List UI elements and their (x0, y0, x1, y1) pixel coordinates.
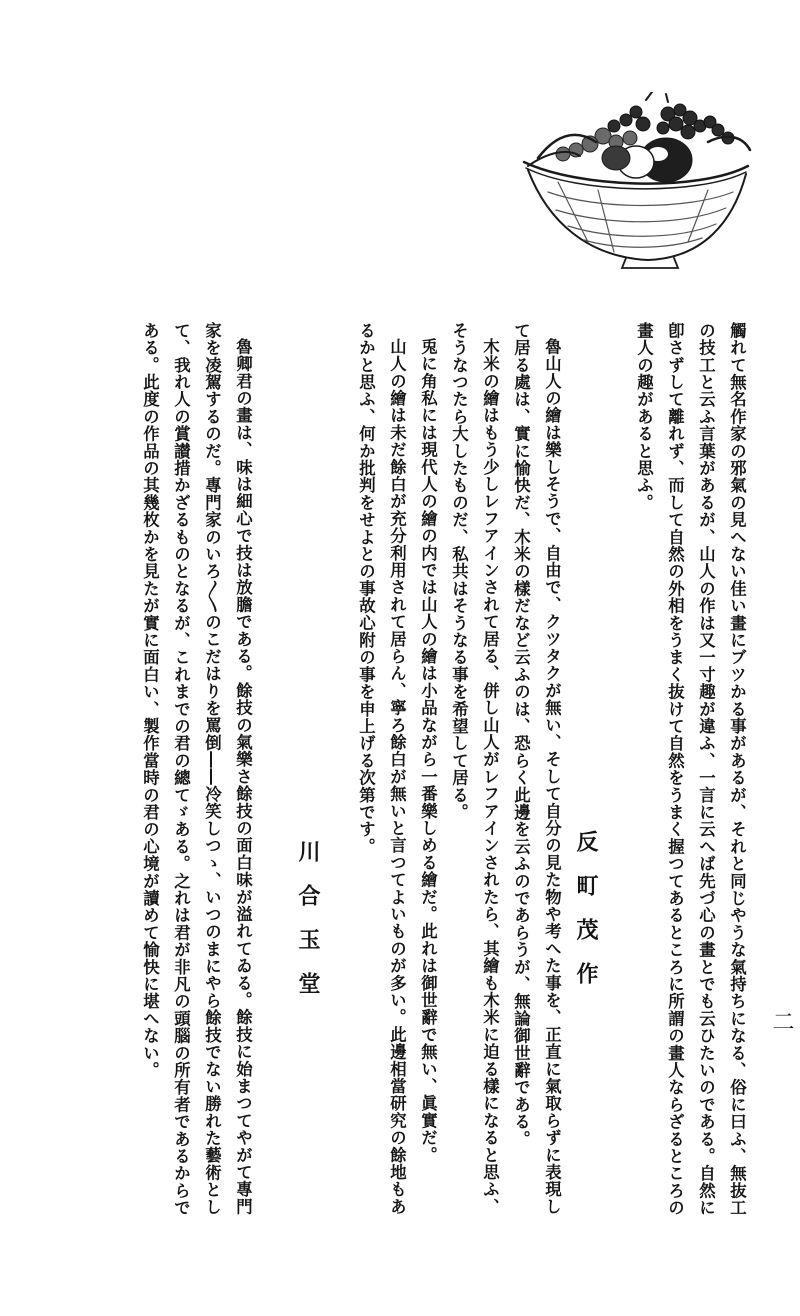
author-name: 川合玉堂 (295, 840, 321, 1016)
text-line: 兎に角私には現代人の繪の内では山人の繪は小品ながら一番樂しめる繪だ。此れは御世辭で無い、眞實だ。 (418, 338, 438, 1164)
text-line: 木米の繪はもう少しレフアインされて居る、併し山人がレフアインされたら、其繪も木米に迫る樣になると思ふ、 (480, 338, 500, 1216)
text-line: そうなつたら大したものだ、私共はそうなる事を希望して居る。 (449, 322, 469, 821)
text-line: 家を凌駕するのだ。專門家のいろ〳〵のこだはりを罵倒――冷笑しつゝ、いつのまにやら餘技でない勝れた藝術とし (202, 322, 222, 1216)
text-line: て居る處は、實に愉快だ、木米の樣だなど云ふのは、恐らく此邊を云ふのであらうが、無論御世辭である。 (511, 322, 531, 1148)
text-line: 山人の繪は未だ餘白が充分利用されて居らん、寧ろ餘白が無いと言つてよいものが多い。此邊相當研究の餘地もあ (387, 338, 407, 1216)
text-line: 魯山人の繪は樂しそうで、自由で、クツタクが無い、そして自分の見た物や考へた事を、正直に氣取らずに表現し (542, 338, 562, 1216)
text-line: 魯卿君の畫は、味は細心で技は放膽である。餘技の氣樂さ餘技の面白味が溢れてゐる。餘技に始まつてやがて專門 (233, 338, 253, 1216)
text-line: るかと思ふ、何か批判をせよとの事故心附の事を申上げる次第です。 (356, 322, 376, 856)
text-line: 卽さずして離れず、而して自然の外相をうまく抜けて自然をうまく握つてあるところに所謂の畫人ならざるところの (665, 322, 685, 1217)
text-line: 畫人の趣があると思ふ。 (634, 322, 654, 512)
text-line: て、我れ人の賞讃措かざるものとなるが、これまでの君の總てゞある。之れは君が非凡の頭腦の所有者であるからで (171, 322, 191, 1217)
text-line: 觸れて無名作家の邪氣の見へない佳い畫にブツかる事があるが、それと同じやうな氣持ちになる、俗に曰ふ、無抜工 (727, 322, 747, 1217)
author-name: 反町茂作 (573, 830, 599, 1006)
fruit-bowl-ink-drawing-icon (518, 92, 753, 272)
text-line: ある。此度の作品の其幾枚かを見たが實に面白い、製作當時の君の心境が讀めて愉快に堪へない。 (140, 322, 160, 1079)
text-line: の技工と云ふ言葉があるが、山人の作は又一寸趣が違ふ、一言に云へば先づ心の畫とでも云ひたいのである。自然に (696, 322, 716, 1217)
page-number: 二 (769, 1010, 794, 1032)
